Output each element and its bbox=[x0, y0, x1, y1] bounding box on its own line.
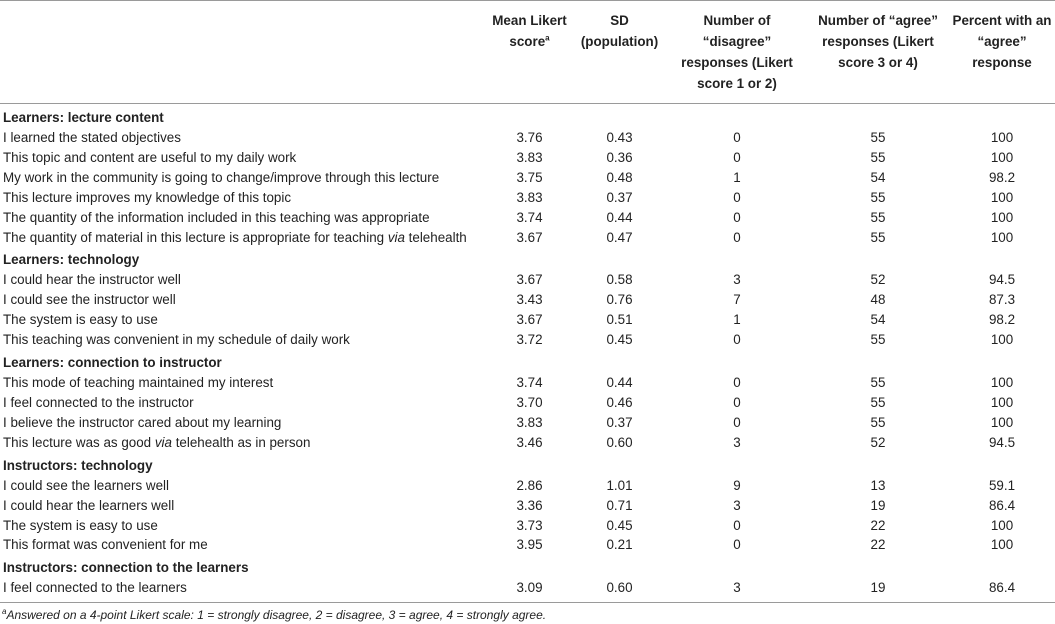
disagree-count-cell: 0 bbox=[733, 130, 741, 145]
agree-count-cell: 22 bbox=[870, 517, 886, 533]
table-row bbox=[0, 228, 1055, 248]
agree-percent-cell: 100 bbox=[990, 189, 1014, 205]
disagree-count-cell: 0 bbox=[733, 209, 741, 225]
item-label-text: I learned the stated objectives bbox=[3, 130, 181, 145]
mean-cell: 2.86 bbox=[516, 477, 543, 493]
mean-cell: 3.76 bbox=[516, 130, 543, 145]
header-label: Number of “agree” responses (Likert score 3 or 4) bbox=[818, 13, 938, 70]
item-label-text: The quantity of the information included in this teaching was appropriate bbox=[3, 209, 430, 225]
item-label-text: I could see the learners well bbox=[3, 477, 169, 493]
disagree-count-cell: 0 bbox=[733, 517, 741, 533]
table-row bbox=[0, 188, 1055, 208]
section-title: Learners: technology bbox=[3, 252, 140, 268]
table-row bbox=[0, 270, 1055, 290]
mean-cell: 3.36 bbox=[516, 497, 543, 513]
disagree-count-cell: 3 bbox=[733, 272, 741, 288]
item-label-cell bbox=[0, 496, 487, 516]
section-title: Instructors: connection to the learners bbox=[3, 560, 249, 576]
mean-cell: 3.09 bbox=[487, 578, 572, 602]
table-row bbox=[0, 330, 1055, 350]
table-body bbox=[0, 104, 1055, 603]
agree-count-cell: 54 bbox=[870, 312, 886, 328]
agree-count-cell: 55 bbox=[870, 189, 886, 205]
agree-percent-cell: 100 bbox=[990, 394, 1014, 410]
item-label-text: The system is easy to use bbox=[3, 312, 158, 328]
sd-cell: 0.46 bbox=[606, 394, 633, 410]
item-label-text: I could hear the learners well bbox=[3, 497, 175, 513]
item-label-text: The system is easy to use bbox=[3, 517, 158, 533]
disagree-count-cell: 0 bbox=[733, 332, 741, 348]
header-label: Mean Likert score bbox=[492, 13, 567, 49]
item-label-text: This mode of teaching maintained my interest bbox=[3, 375, 274, 391]
sd-cell: 0.21 bbox=[606, 537, 633, 553]
item-label-cell bbox=[0, 168, 487, 188]
section-title: Learners: lecture content bbox=[3, 110, 164, 125]
agree-count-cell: 48 bbox=[870, 292, 886, 308]
agree-count-cell: 52 bbox=[870, 434, 886, 450]
item-label-cell bbox=[0, 373, 487, 393]
agree-count-cell: 55 bbox=[870, 375, 886, 391]
agree-percent-cell: 59.1 bbox=[988, 477, 1016, 493]
item-label-text-tail: telehealth bbox=[404, 229, 467, 245]
agree-count-cell: 19 bbox=[870, 497, 886, 513]
agree-percent-cell: 100 bbox=[990, 375, 1014, 391]
item-label-cell bbox=[0, 228, 487, 248]
header-agree-percent bbox=[949, 1, 1055, 104]
item-label-text: I could see the instructor well bbox=[3, 292, 176, 308]
table-row bbox=[0, 476, 1055, 496]
table-row bbox=[0, 208, 1055, 228]
item-label-text: My work in the community is going to change/improve through this lecture bbox=[3, 169, 440, 185]
disagree-count-cell: 3 bbox=[733, 434, 741, 450]
mean-cell: 3.74 bbox=[516, 375, 543, 391]
header-label: Percent with an “agree” response bbox=[952, 13, 1052, 70]
header-footnote-marker: a bbox=[545, 33, 550, 43]
agree-percent-cell: 87.3 bbox=[988, 292, 1016, 308]
sd-cell: 1.01 bbox=[606, 477, 633, 493]
agree-count-cell: 54 bbox=[870, 169, 886, 185]
mean-cell: 3.70 bbox=[516, 394, 543, 410]
header-row bbox=[0, 1, 1055, 104]
item-label-text: I feel connected to the instructor bbox=[3, 394, 194, 410]
table-row bbox=[0, 535, 1055, 555]
section-title: Learners: connection to instructor bbox=[3, 355, 222, 371]
sd-cell: 0.43 bbox=[606, 130, 633, 145]
table-row bbox=[0, 433, 1055, 453]
sd-cell: 0.45 bbox=[606, 517, 633, 533]
item-label-cell bbox=[0, 578, 487, 602]
sd-cell: 0.44 bbox=[606, 375, 633, 391]
sd-cell: 0.58 bbox=[606, 272, 633, 288]
table-row bbox=[0, 373, 1055, 393]
sd-cell: 0.71 bbox=[606, 497, 633, 513]
agree-count-cell: 55 bbox=[870, 149, 886, 165]
item-label-italic: via bbox=[387, 229, 405, 245]
mean-cell: 3.95 bbox=[516, 537, 543, 553]
mean-cell: 3.83 bbox=[516, 414, 543, 430]
agree-count-cell: 55 bbox=[870, 229, 886, 245]
disagree-count-cell: 0 bbox=[733, 149, 741, 165]
table-header bbox=[0, 1, 1055, 104]
item-label-cell bbox=[0, 290, 487, 310]
disagree-count-cell: 0 bbox=[733, 375, 741, 391]
table-row bbox=[0, 168, 1055, 188]
table-row bbox=[0, 310, 1055, 330]
item-label-cell bbox=[0, 330, 487, 350]
item-label-text: I could hear the instructor well bbox=[3, 272, 181, 288]
agree-percent-cell: 100 bbox=[990, 332, 1014, 348]
agree-percent-cell: 86.4 bbox=[988, 497, 1016, 513]
item-label-text: This format was convenient for me bbox=[3, 537, 208, 553]
sd-cell: 0.47 bbox=[606, 229, 633, 245]
agree-percent-cell: 100 bbox=[990, 517, 1014, 533]
item-label-cell bbox=[0, 516, 487, 536]
agree-percent-cell: 86.4 bbox=[949, 578, 1055, 602]
header-disagree-count bbox=[667, 1, 807, 104]
section-header-row bbox=[0, 453, 1055, 476]
mean-cell: 3.67 bbox=[516, 272, 543, 288]
table-row bbox=[0, 148, 1055, 168]
sd-cell: 0.60 bbox=[606, 434, 633, 450]
section-header-row bbox=[0, 104, 1055, 129]
mean-cell: 3.67 bbox=[516, 312, 543, 328]
mean-cell: 3.67 bbox=[516, 229, 543, 245]
agree-percent-cell: 94.5 bbox=[988, 272, 1016, 288]
item-label-text: This topic and content are useful to my daily work bbox=[3, 149, 297, 165]
sd-cell: 0.45 bbox=[606, 332, 633, 348]
disagree-count-cell: 1 bbox=[733, 312, 741, 328]
disagree-count-cell: 7 bbox=[733, 292, 741, 308]
footnote-marker: a bbox=[2, 607, 7, 617]
section-header-row bbox=[0, 350, 1055, 373]
agree-percent-cell: 98.2 bbox=[988, 169, 1016, 185]
sd-cell: 0.48 bbox=[606, 169, 633, 185]
item-label-italic: via bbox=[154, 434, 172, 450]
agree-count-cell: 55 bbox=[870, 394, 886, 410]
table-row bbox=[0, 393, 1055, 413]
agree-percent-cell: 100 bbox=[990, 209, 1014, 225]
disagree-count-cell: 0 bbox=[733, 537, 741, 553]
agree-count-cell: 55 bbox=[870, 209, 886, 225]
item-label-cell bbox=[0, 128, 487, 148]
item-label-cell bbox=[0, 535, 487, 555]
mean-cell: 3.72 bbox=[516, 332, 543, 348]
item-label-text: This lecture improves my knowledge of this topic bbox=[3, 189, 292, 205]
agree-count-cell: 52 bbox=[870, 272, 886, 288]
disagree-count-cell: 0 bbox=[733, 414, 741, 430]
agree-count-cell: 22 bbox=[870, 537, 886, 553]
agree-percent-cell: 100 bbox=[990, 130, 1014, 145]
item-label-text: The quantity of material in this lecture is appropriate for teaching bbox=[3, 229, 388, 245]
item-label-cell bbox=[0, 476, 487, 496]
sd-cell: 0.76 bbox=[606, 292, 633, 308]
disagree-count-cell: 0 bbox=[733, 229, 741, 245]
header-sd-population bbox=[572, 1, 667, 104]
sd-cell: 0.36 bbox=[606, 149, 633, 165]
disagree-count-cell: 0 bbox=[733, 394, 741, 410]
table-row bbox=[0, 496, 1055, 516]
mean-cell: 3.83 bbox=[516, 149, 543, 165]
table-footnote bbox=[0, 603, 1055, 623]
disagree-count-cell: 3 bbox=[733, 497, 741, 513]
item-label-text: I believe the instructor cared about my learning bbox=[3, 414, 282, 430]
disagree-count-cell: 3 bbox=[667, 578, 807, 602]
sd-cell: 0.37 bbox=[606, 414, 633, 430]
item-label-cell bbox=[0, 270, 487, 290]
item-label-text: This teaching was convenient in my schedule of daily work bbox=[3, 332, 350, 348]
table-row bbox=[0, 413, 1055, 433]
section-header-row bbox=[0, 247, 1055, 270]
header-agree-count bbox=[807, 1, 949, 104]
table-row bbox=[0, 516, 1055, 536]
mean-cell: 3.73 bbox=[516, 517, 543, 533]
agree-count-cell: 19 bbox=[807, 578, 949, 602]
header-item bbox=[0, 1, 487, 104]
header-label: SD (population) bbox=[580, 13, 659, 49]
header-label: Number of “disagree” responses (Likert score 1 or 2) bbox=[681, 13, 793, 91]
table-row bbox=[0, 128, 1055, 148]
sd-cell: 0.37 bbox=[606, 189, 633, 205]
section-header-row bbox=[0, 555, 1055, 578]
item-label-cell bbox=[0, 208, 487, 228]
mean-cell: 3.75 bbox=[516, 169, 543, 185]
agree-percent-cell: 94.5 bbox=[988, 434, 1016, 450]
sd-cell: 0.44 bbox=[606, 209, 633, 225]
section-title: Instructors: technology bbox=[3, 457, 153, 473]
agree-percent-cell: 98.2 bbox=[988, 312, 1016, 328]
item-label-text: This lecture was as good bbox=[3, 434, 155, 450]
disagree-count-cell: 0 bbox=[733, 189, 741, 205]
agree-percent-cell: 100 bbox=[990, 414, 1014, 430]
mean-cell: 3.83 bbox=[516, 189, 543, 205]
item-label-text-tail: telehealth as in person bbox=[171, 434, 311, 450]
disagree-count-cell: 9 bbox=[733, 477, 741, 493]
item-label-cell bbox=[0, 310, 487, 330]
mean-cell: 3.43 bbox=[516, 292, 543, 308]
item-label-cell bbox=[0, 433, 487, 453]
mean-cell: 3.74 bbox=[516, 209, 543, 225]
header-mean-likert-score bbox=[487, 1, 572, 104]
disagree-count-cell: 1 bbox=[733, 169, 741, 185]
mean-cell: 3.46 bbox=[516, 434, 543, 450]
agree-count-cell: 13 bbox=[870, 477, 886, 493]
agree-percent-cell: 100 bbox=[990, 537, 1014, 553]
table-row bbox=[0, 290, 1055, 310]
table-row bbox=[0, 578, 1055, 602]
item-label-cell bbox=[0, 148, 487, 168]
footnote-text: Answered on a 4-point Likert scale: 1 = strongly disagree, 2 = disagree, 3 = agree, 4 = strongly agree. bbox=[6, 608, 547, 623]
agree-percent-cell: 100 bbox=[990, 149, 1014, 165]
sd-cell: 0.51 bbox=[606, 312, 633, 328]
agree-count-cell: 55 bbox=[870, 414, 886, 430]
item-label-text: I feel connected to the learners bbox=[3, 580, 187, 596]
agree-percent-cell: 100 bbox=[990, 229, 1014, 245]
item-label-cell bbox=[0, 413, 487, 433]
sd-cell: 0.60 bbox=[572, 578, 667, 602]
agree-count-cell: 55 bbox=[870, 332, 886, 348]
item-label-cell bbox=[0, 393, 487, 413]
agree-count-cell: 55 bbox=[870, 130, 886, 145]
item-label-cell bbox=[0, 188, 487, 208]
